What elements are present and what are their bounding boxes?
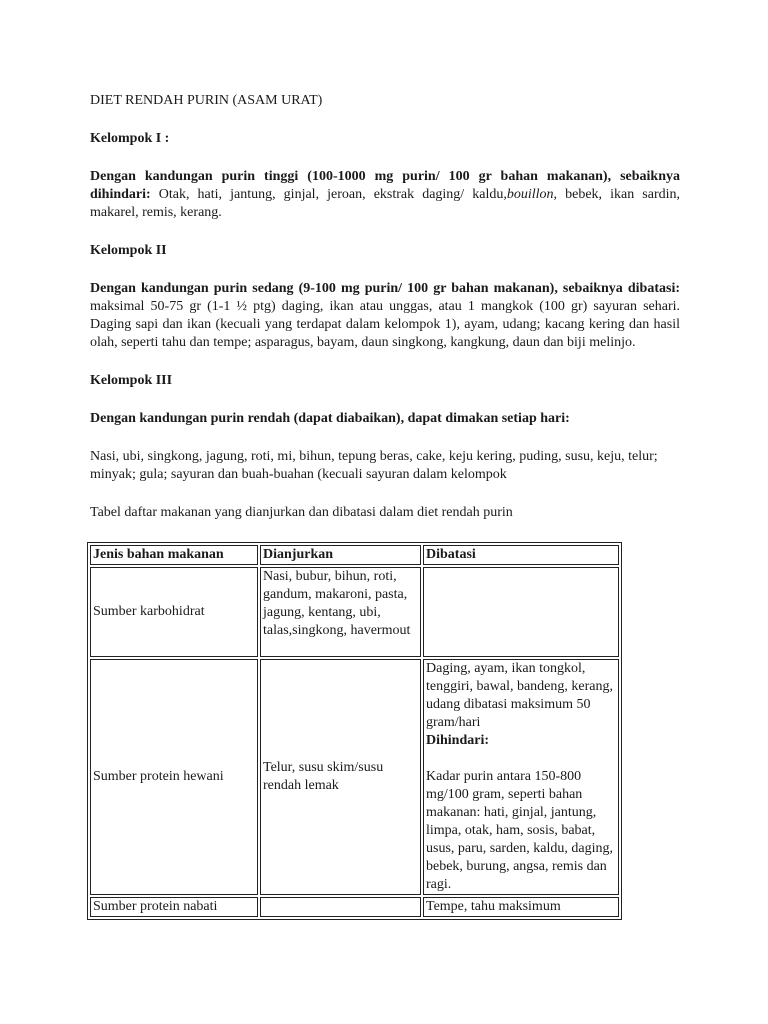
- group3-text: Nasi, ubi, singkong, jagung, roti, mi, bihun, tepung beras, cake, keju kering, puding, susu, keju, telur; minyak; gula; sayuran dan buah-buahan (kecuali sayuran dalam kelompok: [90, 449, 658, 482]
- group1-italic-word: bouillon: [506, 187, 554, 202]
- header-cell-recommended: Dianjurkan: [260, 545, 421, 565]
- table-header-row: [90, 545, 619, 565]
- group1-heading: Kelompok I :: [90, 131, 170, 146]
- food-table: [87, 542, 622, 920]
- group1-text-a: Otak, hati, jantung, ginjal, jeroan, ekstrak daging/ kaldu,: [150, 187, 507, 202]
- table-caption: Tabel daftar makanan yang dianjurkan dan dibatasi dalam diet rendah purin: [90, 505, 513, 520]
- cell-recommended: Nasi, bubur, bihun, roti, gandum, makaroni, pasta, jagung, kentang, ubi, talas,singkong, havermout: [260, 567, 421, 657]
- cell-restricted: [423, 567, 619, 657]
- table-row: [90, 659, 619, 895]
- group2-lead: Dengan kandungan purin sedang (9-100 mg purin/ 100 gr bahan makanan), sebaiknya dibatasi:: [90, 281, 680, 296]
- document-body: [90, 92, 680, 522]
- cell-category: Sumber protein nabati: [90, 897, 258, 917]
- header-cell-restricted: Dibatasi: [423, 545, 619, 565]
- group3-heading: Kelompok III: [90, 373, 173, 388]
- group3-lead: Dengan kandungan purin rendah (dapat diabaikan), dapat dimakan setiap hari:: [90, 411, 570, 426]
- restricted-text-avoid: Kadar purin antara 150-800 mg/100 gram, seperti bahan makanan: hati, ginjal, jantung, limpa, otak, ham, sosis, babat, usus, paru, sarden, kaldu, daging, bebek, burung, angsa, remis dan ragi.: [426, 769, 614, 892]
- cell-recommended: [260, 897, 421, 917]
- cell-category: Sumber protein hewani: [90, 659, 258, 895]
- group2-heading: Kelompok II: [90, 243, 167, 258]
- restricted-text-limited: Daging, ayam, ikan tongkol, tenggiri, bawal, bandeng, kerang, udang dibatasi maksimum 50 gram/hari: [426, 661, 613, 730]
- group1-text-b: , bebek, ikan sardin, makarel, remis, kerang.: [90, 187, 680, 220]
- cell-category: Sumber karbohidrat: [90, 567, 258, 657]
- restricted-text: Tempe, tahu maksimum: [426, 899, 561, 914]
- group2-text: maksimal 50-75 gr (1-1 ½ ptg) daging, ikan atau unggas, atau 1 mangkok (100 gr) sayuran sehari. Daging sapi dan ikan (kecuali yang terdapat dalam kelompok 1), ayam, udang; kacang kering dan hasil olah, seperti tahu dan tempe; asparagus, bayam, daun singkong, kangkung, daun dan biji melinjo.: [90, 299, 680, 350]
- group1-lead: Dengan kandungan purin tinggi (100-1000 mg purin/ 100 gr bahan makanan), sebaiknya dihindari:: [90, 169, 680, 202]
- table-row: [90, 567, 619, 657]
- header-cell-type: Jenis bahan makanan: [90, 545, 258, 565]
- restricted-avoid-label: Dihindari:: [426, 733, 490, 748]
- cell-restricted: [423, 897, 619, 917]
- group2-paragraph: [90, 280, 680, 352]
- table-row: [90, 897, 619, 917]
- document-title: DIET RENDAH PURIN (ASAM URAT): [90, 93, 323, 108]
- cell-restricted: [423, 659, 619, 895]
- cell-recommended: Telur, susu skim/susu rendah lemak: [260, 659, 421, 895]
- group1-paragraph: [90, 168, 680, 222]
